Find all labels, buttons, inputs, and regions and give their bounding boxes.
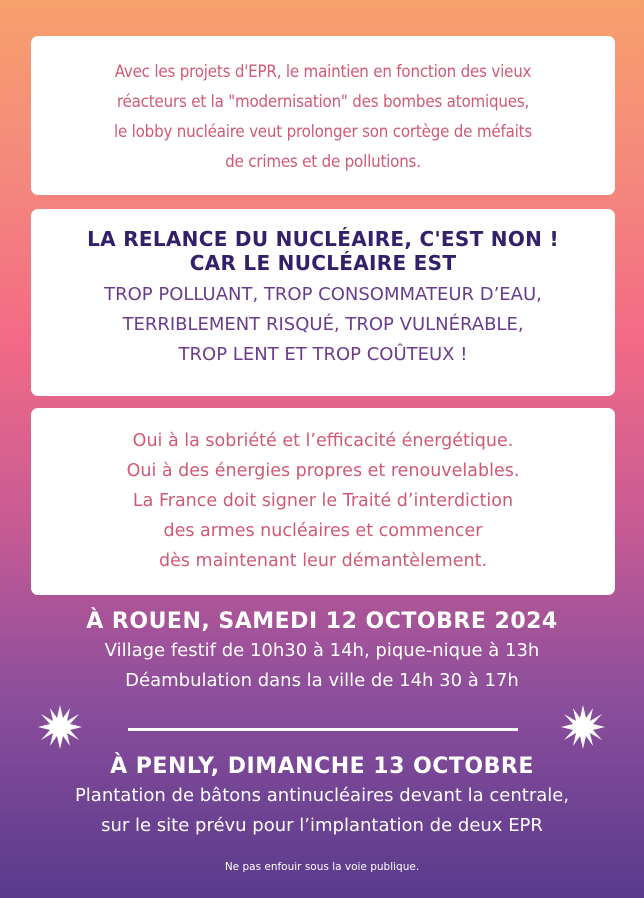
oui-line: La France doit signer le Traité d’interdiction [132, 491, 514, 511]
intro-line: de crimes et de pollutions. [225, 151, 421, 171]
oui-card [31, 408, 615, 595]
starburst-icon [37, 704, 83, 754]
oui-text [43, 426, 603, 576]
starburst-icon [560, 704, 606, 754]
rouen-event [0, 608, 644, 696]
intro-line: le lobby nucléaire veut prolonger son cortège de méfaits [113, 121, 533, 141]
oui-line: des armes nucléaires et commencer [163, 521, 483, 541]
intro-card [31, 36, 615, 195]
rouen-line: Village festif de 10h30 à 14h, pique-nique à 13h [104, 640, 540, 661]
relance-point: TROP LENT ET TROP COÛTEUX ! [178, 344, 468, 365]
oui-line: Oui à des énergies propres et renouvelables. [126, 461, 520, 481]
penly-line: Plantation de bâtons antinucléaires devant la centrale, [74, 785, 570, 806]
penly-line: sur le site prévu pour l’implantation de deux EPR [101, 815, 543, 836]
divider-line [128, 728, 518, 731]
intro-line: réacteurs et la "modernisation" des bombes atomiques, [116, 91, 530, 111]
penly-event [0, 753, 644, 841]
oui-line: dès maintenant leur démantèlement. [158, 551, 488, 571]
rouen-line: Déambulation dans la ville de 14h 30 à 17h [125, 670, 519, 691]
relance-card [31, 209, 615, 396]
relance-points [43, 280, 603, 370]
penly-title: À PENLY, DIMANCHE 13 OCTOBRE [110, 754, 534, 779]
relance-heading: LA RELANCE DU NUCLÉAIRE, C'EST NON ! [87, 227, 559, 251]
intro-text [43, 56, 603, 176]
rouen-title: À ROUEN, SAMEDI 12 OCTOBRE 2024 [86, 609, 558, 634]
oui-line: Oui à la sobriété et l’efficacité énergétique. [132, 431, 514, 451]
relance-point: TERRIBLEMENT RISQUÉ, TROP VULNÉRABLE, [122, 314, 524, 335]
footer-note: Ne pas enfouir sous la voie publique. [224, 861, 420, 873]
relance-point: TROP POLLUANT, TROP CONSOMMATEUR D’EAU, [104, 284, 542, 305]
relance-subheading: CAR LE NUCLÉAIRE EST [189, 251, 457, 275]
intro-line: Avec les projets d'EPR, le maintien en fonction des vieux [114, 61, 532, 81]
